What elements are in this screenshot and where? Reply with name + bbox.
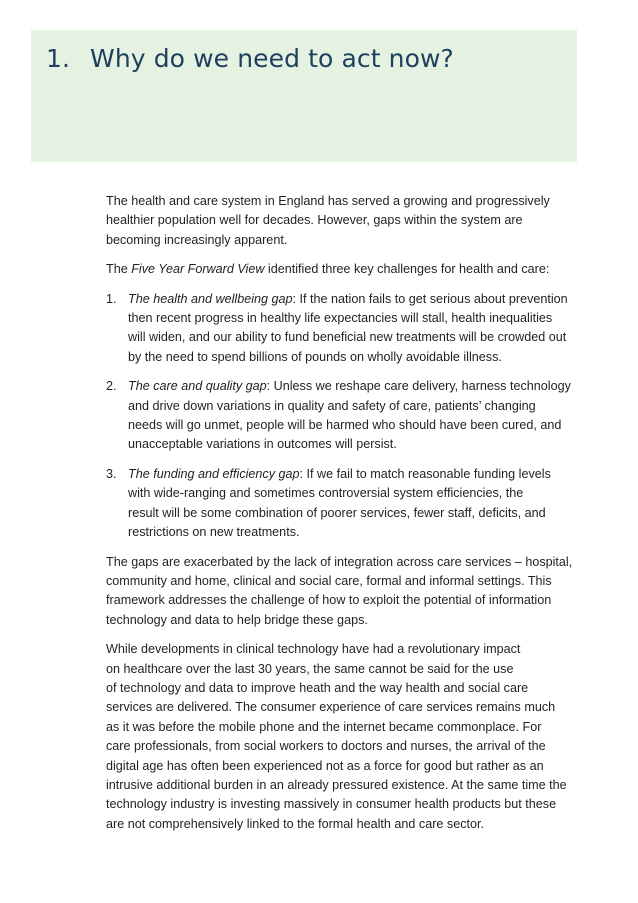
challenge-text: : Unless we reshape care delivery, harness technology [266,379,571,394]
text-line: needs will go unmet, people will be harmed who should have been cured, and [128,418,562,433]
text-line: digital age has often been experienced not as a force for good but rather as an [106,758,544,773]
text-line: by the need to spend billions of pounds on wholly avoidable illness. [128,349,502,364]
text-line: services are delivered. The consumer experience of care services remains much [106,700,556,715]
challenge-text: : If the nation fails to get serious about prevention [292,291,568,306]
text-line: technology industry is investing massively in consumer health products but these [106,797,557,812]
section-heading [46,44,454,73]
text-line: will widen, and our ability to fund beneficial new treatments will be crowded out [128,330,567,345]
challenge-body [128,377,576,455]
fyfv-prefix: The [106,262,132,277]
challenge-list [106,290,576,543]
section-number: 1. [46,44,71,73]
text-line: care professionals, from social workers to doctors and nurses, the arrival of the [106,739,546,754]
text-line: framework addresses the challenge of how to exploit the potential of information [106,593,552,608]
text-line: intrusive additional burden in an already pressured existence. At the same time the [106,777,567,792]
gaps-paragraph [106,553,576,631]
text-line: are not comprehensively linked to the formal health and care sector. [106,816,485,831]
challenge-item [106,377,576,455]
text-line: then recent progress in healthy life expectancies will stall, health inequalities [128,311,553,326]
section-title: Why do we need to act now? [90,44,454,73]
challenge-title: The funding and efficiency gap [128,466,300,481]
developments-paragraph [106,640,576,834]
text-line: as it was before the mobile phone and the internet became commonplace. For [106,719,542,734]
challenge-item [106,290,576,368]
text-line: The health and care system in England has served a growing and progressively [106,194,550,208]
text-line: The gaps are exacerbated by the lack of integration across care services – hospital, [106,554,573,569]
text-line: healthier population well for decades. However, gaps within the system are [106,213,523,228]
challenge-number: 3. [106,466,117,481]
text-line: While developments in clinical technology have had a revolutionary impact [106,642,521,657]
challenge-title: The care and quality gap [128,379,267,394]
text-line: becoming increasingly apparent. [106,232,288,247]
fyfv-suffix: identified three key challenges for health and care: [264,262,550,277]
text-line: community and home, clinical and social care, formal and informal settings. This [106,573,552,588]
text-line: technology and data to help bridge these gaps. [106,612,368,627]
text-line: of technology and data to improve heath and the way health and social care [106,680,529,695]
text-line: on healthcare over the last 30 years, the same cannot be said for the use [106,661,514,676]
text-line [128,377,576,396]
text-line [128,290,576,309]
text-line: restrictions on new treatments. [128,525,300,540]
challenge-number: 2. [106,379,117,394]
challenge-body [128,290,576,368]
challenge-body [128,465,576,543]
challenge-item [106,465,576,543]
challenge-number: 1. [106,291,117,306]
text-line: unacceptable variations in outcomes will persist. [128,437,397,452]
challenge-text: : If we fail to match reasonable funding levels [299,466,551,481]
text-line: and drive down variations in quality and safety of care, patients’ changing [128,398,536,413]
fyfv-paragraph [106,260,576,279]
text-line [128,465,576,484]
text-line: result will be some combination of poorer services, fewer staff, deficits, and [128,505,546,520]
body-text [106,192,576,844]
fyfv-title: Five Year Forward View [131,262,265,277]
intro-paragraph [106,192,576,250]
challenge-title: The health and wellbeing gap [128,291,293,306]
text-line: with wide-ranging and sometimes controversial system efficiencies, the [128,486,524,501]
